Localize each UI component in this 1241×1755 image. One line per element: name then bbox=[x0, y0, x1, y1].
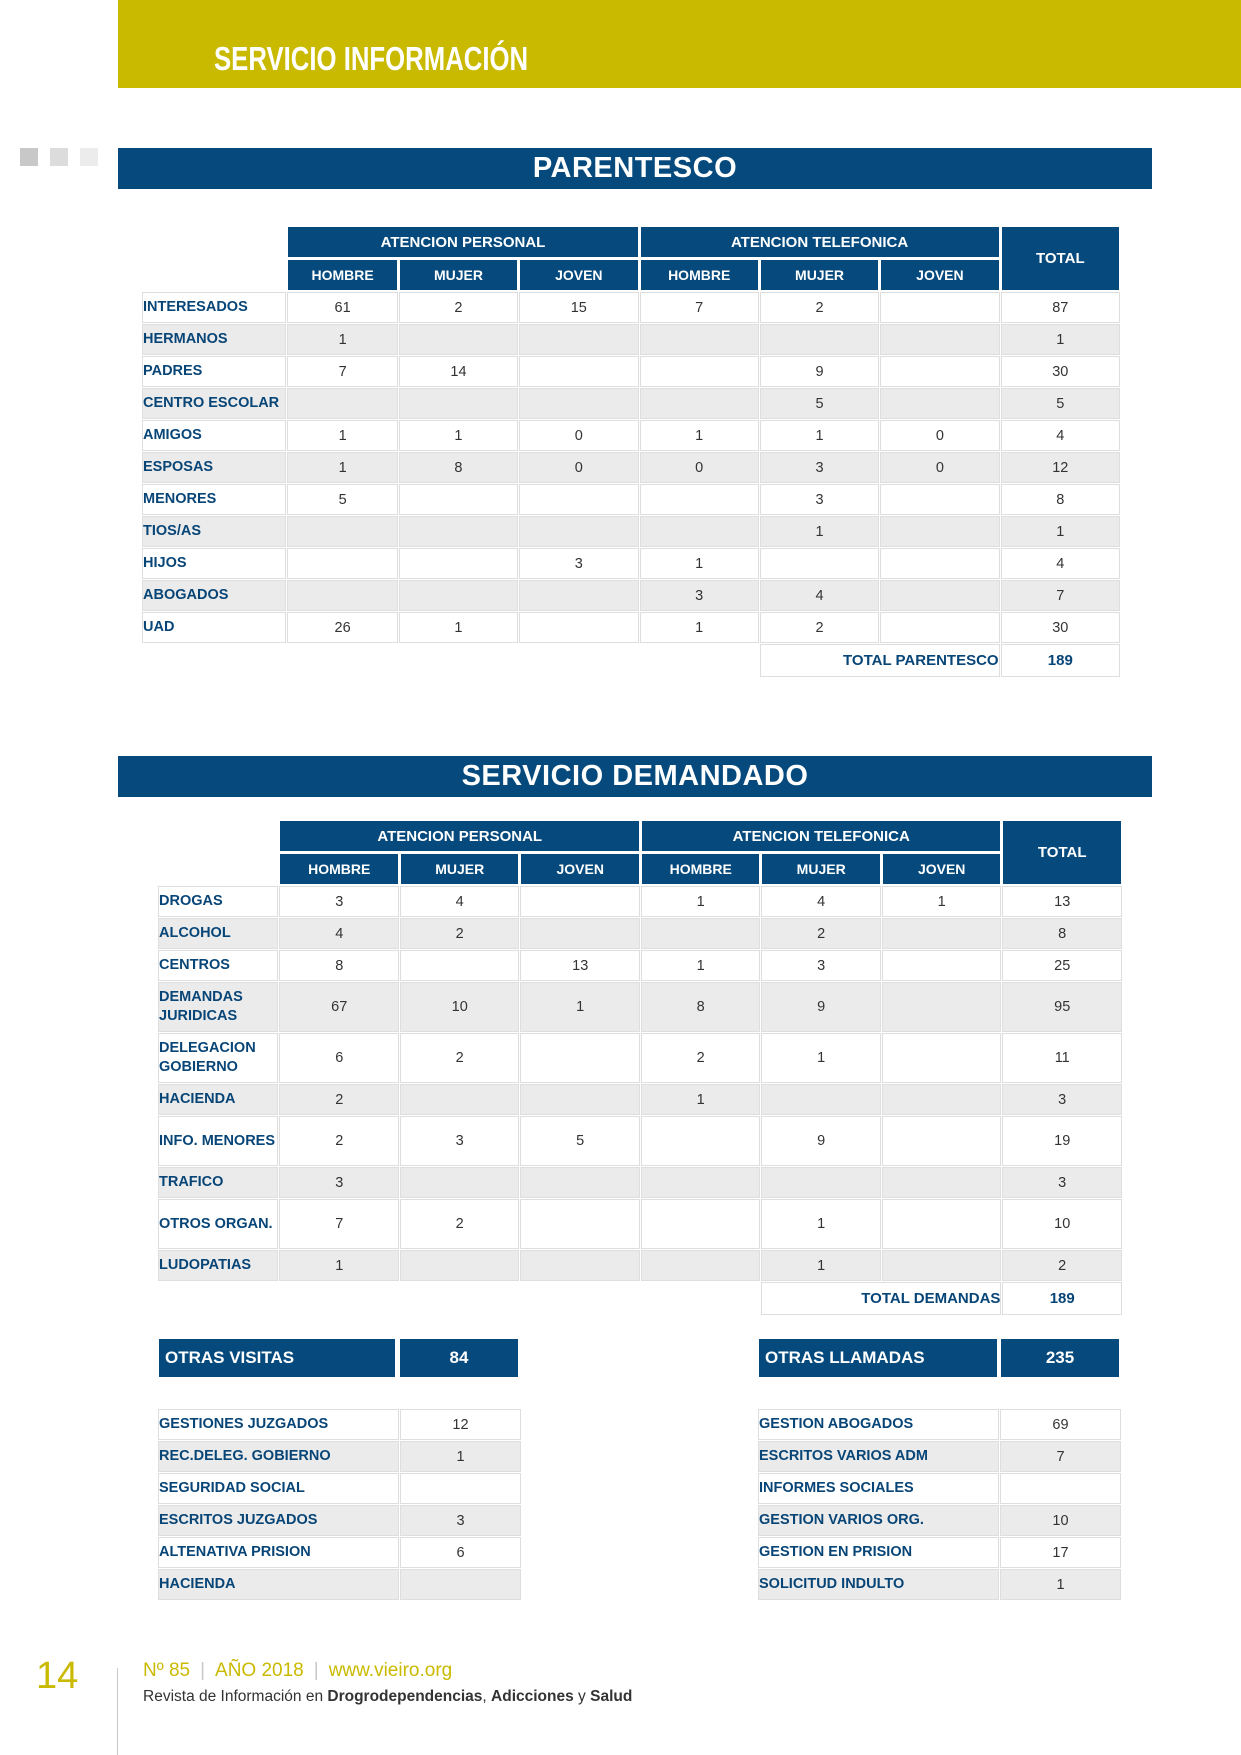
row-total-cell: 1 bbox=[1002, 325, 1119, 354]
value-cell: 3 bbox=[280, 887, 397, 916]
table-row bbox=[159, 1085, 1121, 1114]
row-total-cell: 30 bbox=[1002, 357, 1119, 386]
value-cell bbox=[881, 357, 998, 386]
row-label: REC.DELEG. GOBIERNO bbox=[159, 1442, 398, 1471]
row-label: CENTRO ESCOLAR bbox=[143, 389, 285, 418]
grand-total-label: TOTAL PARENTESCO bbox=[761, 645, 999, 676]
value-cell: 1 bbox=[401, 1442, 520, 1471]
value-cell: 10 bbox=[401, 983, 518, 1031]
value-cell bbox=[401, 951, 518, 980]
row-total-cell: 13 bbox=[1003, 887, 1121, 916]
value-cell: 4 bbox=[401, 887, 518, 916]
row-total-cell: 19 bbox=[1003, 1117, 1121, 1165]
row-label: GESTIONES JUZGADOS bbox=[159, 1410, 398, 1439]
otras-visitas-table bbox=[156, 1407, 523, 1602]
value-cell bbox=[400, 581, 517, 610]
otras-llamadas-value: 235 bbox=[1001, 1339, 1119, 1377]
value-cell bbox=[401, 1168, 518, 1197]
row-total-cell: 87 bbox=[1002, 293, 1119, 322]
value-cell: 8 bbox=[400, 453, 517, 482]
row-total-cell: 30 bbox=[1002, 613, 1119, 642]
value-cell: 3 bbox=[761, 453, 878, 482]
row-total-cell: 8 bbox=[1003, 919, 1121, 948]
value-cell bbox=[641, 357, 758, 386]
value-cell bbox=[881, 485, 998, 514]
subheader-cell: JOVEN bbox=[881, 260, 998, 290]
value-cell: 10 bbox=[1001, 1506, 1120, 1535]
list-row bbox=[159, 1538, 520, 1567]
value-cell: 2 bbox=[401, 1034, 518, 1082]
row-total-cell: 2 bbox=[1003, 1251, 1121, 1280]
row-label: GESTION EN PRISION bbox=[759, 1538, 998, 1567]
value-cell: 13 bbox=[521, 951, 639, 980]
value-cell: 5 bbox=[761, 389, 878, 418]
value-cell: 2 bbox=[761, 613, 878, 642]
value-cell bbox=[288, 517, 396, 546]
subheader-cell: MUJER bbox=[401, 854, 518, 884]
value-cell: 3 bbox=[401, 1506, 520, 1535]
value-cell bbox=[642, 1200, 759, 1248]
value-cell bbox=[883, 1168, 1001, 1197]
list-row bbox=[159, 1442, 520, 1471]
value-cell: 3 bbox=[762, 951, 879, 980]
value-cell bbox=[521, 887, 639, 916]
table-row bbox=[159, 983, 1121, 1031]
row-total-cell: 25 bbox=[1003, 951, 1121, 980]
servicio-table bbox=[156, 818, 1124, 1317]
value-cell bbox=[883, 1251, 1001, 1280]
value-cell: 0 bbox=[520, 453, 637, 482]
value-cell: 6 bbox=[280, 1034, 397, 1082]
value-cell: 1 bbox=[641, 421, 758, 450]
parentesco-table bbox=[140, 224, 1122, 679]
value-cell: 1 bbox=[288, 421, 396, 450]
value-cell bbox=[642, 1251, 759, 1280]
value-cell: 0 bbox=[881, 421, 998, 450]
subtitle-text: , bbox=[482, 1688, 492, 1705]
row-label: GESTION ABOGADOS bbox=[759, 1410, 998, 1439]
grand-total-value: 189 bbox=[1003, 1283, 1121, 1314]
row-label: DELEGACION GOBIERNO bbox=[159, 1034, 277, 1082]
row-label: HERMANOS bbox=[143, 325, 285, 354]
table-row bbox=[159, 887, 1121, 916]
value-cell: 0 bbox=[881, 453, 998, 482]
otras-visitas-value: 84 bbox=[400, 1339, 518, 1377]
list-row bbox=[759, 1410, 1120, 1439]
value-cell bbox=[521, 919, 639, 948]
total-row bbox=[159, 1283, 1121, 1314]
total-header: TOTAL bbox=[1003, 821, 1121, 884]
issue-number: Nº 85 bbox=[143, 1660, 191, 1681]
value-cell: 3 bbox=[401, 1117, 518, 1165]
list-row bbox=[159, 1474, 520, 1503]
value-cell: 3 bbox=[280, 1168, 397, 1197]
total-row bbox=[143, 645, 1119, 676]
section-title-servicio-demandado: SERVICIO DEMANDADO bbox=[118, 756, 1152, 797]
table-row bbox=[159, 1200, 1121, 1248]
value-cell: 1 bbox=[641, 549, 758, 578]
subtitle-bold: Drogrodependencias bbox=[327, 1688, 483, 1705]
row-label: HACIENDA bbox=[159, 1085, 277, 1114]
subtitle-bold: Salud bbox=[590, 1688, 633, 1705]
value-cell bbox=[761, 549, 878, 578]
row-label: INFORMES SOCIALES bbox=[759, 1474, 998, 1503]
value-cell bbox=[520, 581, 637, 610]
group-header-telefonica: ATENCION TELEFONICA bbox=[642, 821, 1000, 851]
value-cell: 5 bbox=[288, 485, 396, 514]
subheader-cell: JOVEN bbox=[883, 854, 1001, 884]
website-link[interactable]: www.vieiro.org bbox=[328, 1660, 453, 1681]
list-row bbox=[759, 1474, 1120, 1503]
value-cell bbox=[288, 389, 396, 418]
footer-subtitle bbox=[143, 1688, 632, 1706]
value-cell bbox=[288, 549, 396, 578]
list-row bbox=[159, 1506, 520, 1535]
value-cell: 0 bbox=[641, 453, 758, 482]
value-cell bbox=[761, 325, 878, 354]
subtitle-text: y bbox=[573, 1688, 591, 1705]
row-total-cell: 12 bbox=[1002, 453, 1119, 482]
value-cell: 1 bbox=[288, 453, 396, 482]
subheader-cell: JOVEN bbox=[520, 260, 637, 290]
table-row bbox=[159, 1034, 1121, 1082]
list-row bbox=[159, 1410, 520, 1439]
table-row bbox=[143, 325, 1119, 354]
value-cell: 5 bbox=[521, 1117, 639, 1165]
table-row bbox=[159, 1168, 1121, 1197]
value-cell bbox=[762, 1085, 879, 1114]
row-total-cell: 3 bbox=[1003, 1085, 1121, 1114]
value-cell bbox=[1001, 1474, 1120, 1503]
row-label: HACIENDA bbox=[159, 1570, 398, 1599]
row-total-cell: 1 bbox=[1002, 517, 1119, 546]
value-cell: 2 bbox=[401, 919, 518, 948]
row-label: UAD bbox=[143, 613, 285, 642]
value-cell bbox=[520, 357, 637, 386]
value-cell bbox=[521, 1085, 639, 1114]
value-cell bbox=[881, 581, 998, 610]
grand-total-label: TOTAL DEMANDAS bbox=[762, 1283, 1000, 1314]
value-cell: 1 bbox=[521, 983, 639, 1031]
value-cell bbox=[883, 1034, 1001, 1082]
value-cell bbox=[520, 325, 637, 354]
value-cell: 7 bbox=[288, 357, 396, 386]
value-cell: 1 bbox=[883, 887, 1001, 916]
value-cell bbox=[881, 549, 998, 578]
group-header-personal: ATENCION PERSONAL bbox=[288, 227, 637, 257]
value-cell: 7 bbox=[280, 1200, 397, 1248]
value-cell: 2 bbox=[280, 1085, 397, 1114]
value-cell: 12 bbox=[401, 1410, 520, 1439]
row-label: AMIGOS bbox=[143, 421, 285, 450]
subheader-cell: HOMBRE bbox=[288, 260, 396, 290]
value-cell bbox=[762, 1168, 879, 1197]
value-cell bbox=[883, 1085, 1001, 1114]
table-row bbox=[143, 581, 1119, 610]
value-cell bbox=[881, 517, 998, 546]
row-total-cell: 5 bbox=[1002, 389, 1119, 418]
otras-llamadas-table bbox=[756, 1407, 1123, 1602]
row-total-cell: 4 bbox=[1002, 421, 1119, 450]
subheader-cell: MUJER bbox=[761, 260, 878, 290]
footer-divider bbox=[117, 1668, 118, 1755]
value-cell: 1 bbox=[761, 517, 878, 546]
value-cell: 6 bbox=[401, 1538, 520, 1567]
value-cell: 17 bbox=[1001, 1538, 1120, 1567]
table-row bbox=[143, 453, 1119, 482]
value-cell: 1 bbox=[288, 325, 396, 354]
value-cell: 3 bbox=[520, 549, 637, 578]
value-cell bbox=[400, 389, 517, 418]
issue-year: AÑO 2018 bbox=[215, 1660, 304, 1681]
list-row bbox=[759, 1506, 1120, 1535]
row-label: INTERESADOS bbox=[143, 293, 285, 322]
value-cell bbox=[401, 1474, 520, 1503]
list-row bbox=[759, 1538, 1120, 1567]
grand-total-value: 189 bbox=[1002, 645, 1119, 676]
value-cell: 8 bbox=[280, 951, 397, 980]
value-cell bbox=[401, 1570, 520, 1599]
row-total-cell: 10 bbox=[1003, 1200, 1121, 1248]
value-cell bbox=[401, 1251, 518, 1280]
value-cell bbox=[641, 485, 758, 514]
row-label: DROGAS bbox=[159, 887, 277, 916]
row-total-cell: 8 bbox=[1002, 485, 1119, 514]
value-cell: 1 bbox=[762, 1200, 879, 1248]
row-label: ESCRITOS VARIOS ADM bbox=[759, 1442, 998, 1471]
value-cell: 1 bbox=[400, 421, 517, 450]
row-label: ALCOHOL bbox=[159, 919, 277, 948]
row-label: ALTENATIVA PRISION bbox=[159, 1538, 398, 1567]
value-cell: 4 bbox=[280, 919, 397, 948]
value-cell: 1 bbox=[642, 887, 759, 916]
table-row bbox=[159, 1117, 1121, 1165]
footer-issue-line: Nº 85 | AÑO 2018 | www.vieiro.org bbox=[143, 1660, 453, 1681]
value-cell: 14 bbox=[400, 357, 517, 386]
list-row bbox=[159, 1570, 520, 1599]
value-cell: 67 bbox=[280, 983, 397, 1031]
square-icon bbox=[20, 148, 38, 166]
row-label: SOLICITUD INDULTO bbox=[759, 1570, 998, 1599]
value-cell bbox=[883, 951, 1001, 980]
value-cell bbox=[641, 389, 758, 418]
table-row bbox=[159, 919, 1121, 948]
page-title: SERVICIO INFORMACIÓN bbox=[214, 40, 529, 77]
value-cell bbox=[881, 293, 998, 322]
square-icon bbox=[50, 148, 68, 166]
value-cell bbox=[881, 389, 998, 418]
table-row bbox=[143, 549, 1119, 578]
subheader-cell: HOMBRE bbox=[641, 260, 758, 290]
value-cell: 8 bbox=[642, 983, 759, 1031]
row-total-cell: 11 bbox=[1003, 1034, 1121, 1082]
value-cell: 1 bbox=[1001, 1570, 1120, 1599]
value-cell: 26 bbox=[288, 613, 396, 642]
row-label: MENORES bbox=[143, 485, 285, 514]
row-label: HIJOS bbox=[143, 549, 285, 578]
value-cell: 0 bbox=[520, 421, 637, 450]
value-cell: 61 bbox=[288, 293, 396, 322]
value-cell: 1 bbox=[400, 613, 517, 642]
value-cell bbox=[881, 613, 998, 642]
row-label: SEGURIDAD SOCIAL bbox=[159, 1474, 398, 1503]
row-total-cell: 4 bbox=[1002, 549, 1119, 578]
value-cell bbox=[520, 485, 637, 514]
value-cell bbox=[642, 919, 759, 948]
row-label: ESCRITOS JUZGADOS bbox=[159, 1506, 398, 1535]
value-cell bbox=[400, 549, 517, 578]
row-total-cell: 3 bbox=[1003, 1168, 1121, 1197]
subtitle-bold: Adicciones bbox=[491, 1688, 574, 1705]
value-cell bbox=[400, 325, 517, 354]
value-cell: 1 bbox=[642, 951, 759, 980]
value-cell bbox=[521, 1168, 639, 1197]
value-cell bbox=[641, 325, 758, 354]
row-label: OTROS ORGAN. bbox=[159, 1200, 277, 1248]
row-label: TIOS/AS bbox=[143, 517, 285, 546]
row-total-cell: 7 bbox=[1002, 581, 1119, 610]
table-row bbox=[143, 421, 1119, 450]
value-cell: 2 bbox=[642, 1034, 759, 1082]
value-cell: 9 bbox=[761, 357, 878, 386]
table-row bbox=[159, 951, 1121, 980]
group-header-personal: ATENCION PERSONAL bbox=[280, 821, 638, 851]
page-number: 14 bbox=[36, 1655, 79, 1697]
row-total-cell: 95 bbox=[1003, 983, 1121, 1031]
otras-llamadas-label: OTRAS LLAMADAS bbox=[759, 1339, 997, 1377]
value-cell bbox=[400, 517, 517, 546]
row-label: TRAFICO bbox=[159, 1168, 277, 1197]
value-cell: 4 bbox=[762, 887, 879, 916]
value-cell: 9 bbox=[762, 1117, 879, 1165]
value-cell: 1 bbox=[762, 1251, 879, 1280]
table-row bbox=[143, 357, 1119, 386]
square-icon bbox=[80, 148, 98, 166]
value-cell: 9 bbox=[762, 983, 879, 1031]
value-cell bbox=[641, 517, 758, 546]
value-cell bbox=[520, 517, 637, 546]
row-label: GESTION VARIOS ORG. bbox=[759, 1506, 998, 1535]
row-label: INFO. MENORES bbox=[159, 1117, 277, 1165]
value-cell bbox=[883, 983, 1001, 1031]
subheader-cell: HOMBRE bbox=[280, 854, 397, 884]
value-cell bbox=[520, 389, 637, 418]
value-cell: 2 bbox=[762, 919, 879, 948]
table-row bbox=[159, 1251, 1121, 1280]
value-cell: 2 bbox=[761, 293, 878, 322]
value-cell: 2 bbox=[401, 1200, 518, 1248]
value-cell: 1 bbox=[642, 1085, 759, 1114]
row-label: DEMANDAS JURIDICAS bbox=[159, 983, 277, 1031]
subtitle-text: Revista de Información en bbox=[143, 1688, 328, 1705]
value-cell bbox=[883, 919, 1001, 948]
row-label: ABOGADOS bbox=[143, 581, 285, 610]
subheader-cell: MUJER bbox=[400, 260, 517, 290]
value-cell: 2 bbox=[400, 293, 517, 322]
value-cell: 3 bbox=[761, 485, 878, 514]
subheader-cell: MUJER bbox=[762, 854, 879, 884]
subheader-cell: JOVEN bbox=[521, 854, 639, 884]
value-cell bbox=[642, 1168, 759, 1197]
table-row bbox=[143, 613, 1119, 642]
row-label: CENTROS bbox=[159, 951, 277, 980]
row-label: ESPOSAS bbox=[143, 453, 285, 482]
value-cell: 1 bbox=[761, 421, 878, 450]
total-header: TOTAL bbox=[1002, 227, 1119, 290]
list-row bbox=[759, 1442, 1120, 1471]
value-cell: 15 bbox=[520, 293, 637, 322]
value-cell: 2 bbox=[280, 1117, 397, 1165]
value-cell bbox=[520, 613, 637, 642]
value-cell bbox=[883, 1200, 1001, 1248]
value-cell bbox=[401, 1085, 518, 1114]
value-cell: 1 bbox=[762, 1034, 879, 1082]
value-cell: 7 bbox=[641, 293, 758, 322]
list-row bbox=[759, 1570, 1120, 1599]
table-row bbox=[143, 293, 1119, 322]
value-cell: 1 bbox=[641, 613, 758, 642]
table-row bbox=[143, 485, 1119, 514]
value-cell: 3 bbox=[641, 581, 758, 610]
value-cell: 4 bbox=[761, 581, 878, 610]
value-cell bbox=[642, 1117, 759, 1165]
group-header-telefonica: ATENCION TELEFONICA bbox=[641, 227, 999, 257]
value-cell bbox=[400, 485, 517, 514]
value-cell bbox=[521, 1034, 639, 1082]
value-cell bbox=[881, 325, 998, 354]
row-label: PADRES bbox=[143, 357, 285, 386]
table-row bbox=[143, 389, 1119, 418]
subheader-cell: HOMBRE bbox=[642, 854, 759, 884]
value-cell bbox=[288, 581, 396, 610]
section-title-parentesco: PARENTESCO bbox=[118, 148, 1152, 189]
value-cell: 1 bbox=[280, 1251, 397, 1280]
table-row bbox=[143, 517, 1119, 546]
value-cell bbox=[883, 1117, 1001, 1165]
value-cell bbox=[521, 1200, 639, 1248]
value-cell: 7 bbox=[1001, 1442, 1120, 1471]
value-cell bbox=[521, 1251, 639, 1280]
otras-visitas-label: OTRAS VISITAS bbox=[159, 1339, 395, 1377]
row-label: LUDOPATIAS bbox=[159, 1251, 277, 1280]
value-cell: 69 bbox=[1001, 1410, 1120, 1439]
